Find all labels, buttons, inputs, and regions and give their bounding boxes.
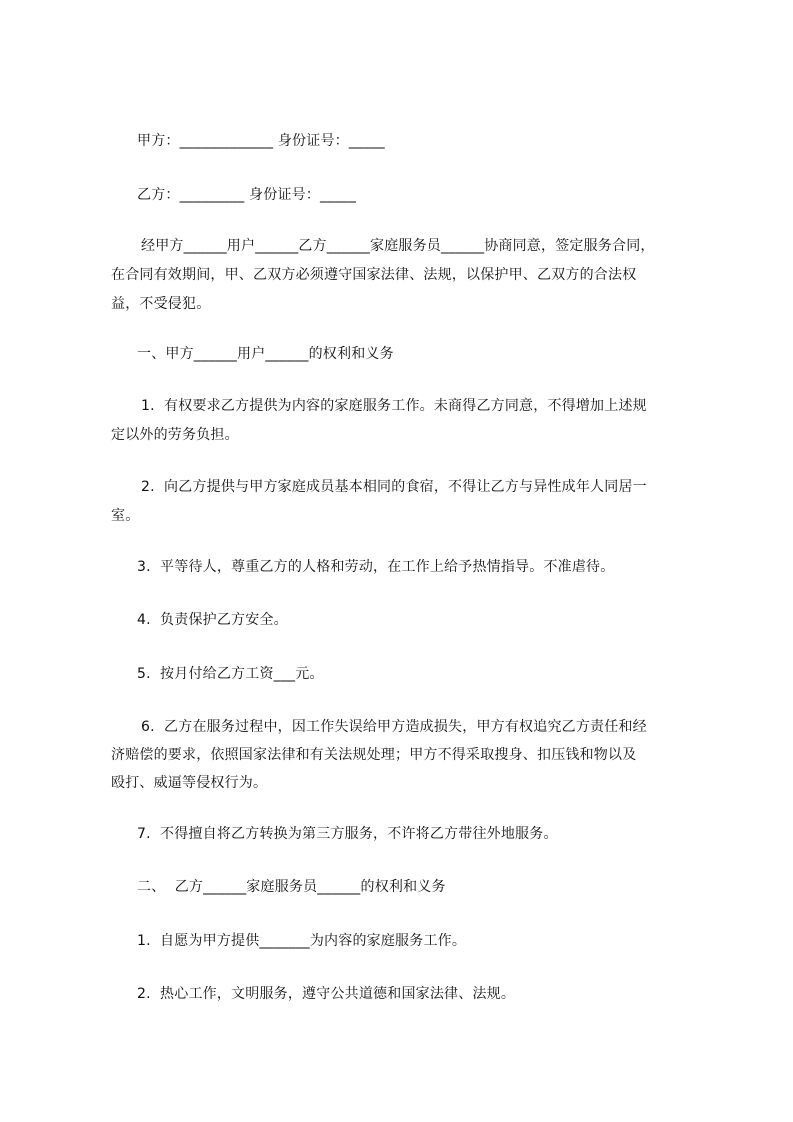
s1-item-4: 4. 负责保护乙方安全。: [137, 612, 288, 628]
intro-line-3: 益，不受侵犯。: [111, 296, 211, 312]
section-2-title: 二、 乙方______家庭服务员______的权利和义务: [137, 879, 446, 895]
s1-item-5: 5. 按月付给乙方工资___元。: [137, 666, 324, 682]
s1-item-1-line-1: 1. 有权要求乙方提供为内容的家庭服务工作。未商得乙方同意，不得增加上述规: [141, 398, 647, 414]
s1-item-3: 3. 平等待人，尊重乙方的人格和劳动，在工作上给予热情指导。不准虐待。: [137, 559, 615, 575]
section-1-title: 一、甲方______用户______的权利和义务: [137, 346, 394, 362]
s1-item-2-line-1: 2. 向乙方提供与甲方家庭成员基本相同的食宿，不得让乙方与异性成年人同居一: [141, 479, 647, 495]
s1-item-6-line-3: 殴打、威逼等侵权行为。: [111, 775, 268, 791]
party-b-line: 乙方：_________ 身份证号：_____: [137, 187, 357, 203]
s1-item-6-line-2: 济赔偿的要求，依照国家法律和有关法规处理；甲方不得采取搜身、扣压钱和物以及: [111, 747, 637, 763]
intro-line-2: 在合同有效期间，甲、乙双方必须遵守国家法律、法规，以保护甲、乙双方的合法权: [111, 267, 637, 283]
party-a-line: 甲方：_____________ 身份证号：_____: [137, 133, 385, 149]
s1-item-7: 7. 不得擅自将乙方转换为第三方服务，不许将乙方带往外地服务。: [137, 826, 558, 842]
s1-item-6-line-1: 6. 乙方在服务过程中，因工作失误给甲方造成损失，甲方有权追究乙方责任和经: [141, 719, 647, 735]
s1-item-1-line-2: 定以外的劳务负担。: [111, 427, 239, 443]
intro-line-1: 经甲方______用户______乙方______家庭服务员______协商同意，签定服务合同，: [141, 238, 655, 254]
s2-item-1: 1. 自愿为甲方提供_______为内容的家庭服务工作。: [137, 933, 467, 949]
s1-item-2-line-2: 室。: [111, 508, 140, 524]
s2-item-2: 2. 热心工作，文明服务，遵守公共道德和国家法律、法规。: [137, 986, 516, 1002]
